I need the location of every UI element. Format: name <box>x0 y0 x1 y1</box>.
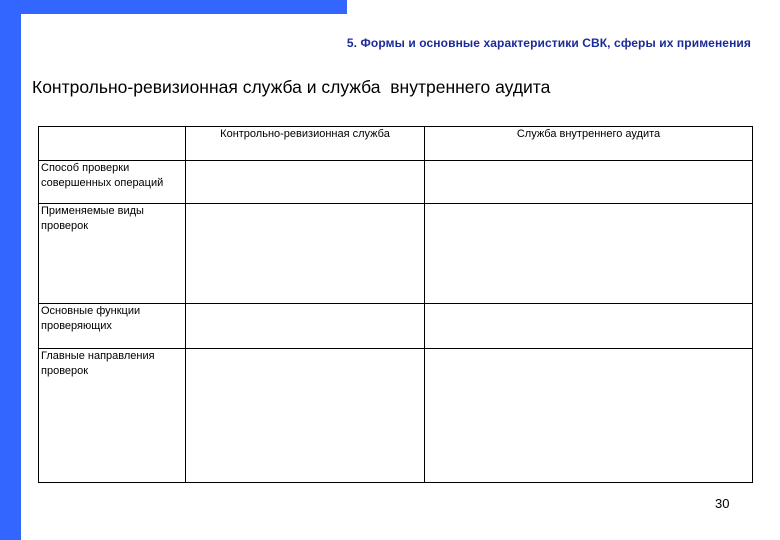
table-cell-krs <box>186 349 425 483</box>
table-cell-krs <box>186 304 425 349</box>
row-label: Применяемые виды проверок <box>39 204 186 304</box>
table-cell-via <box>425 304 753 349</box>
header-cell-via: Служба внутреннего аудита <box>425 127 753 161</box>
table-header-row <box>39 127 753 161</box>
table-row <box>39 304 753 349</box>
table-row <box>39 349 753 483</box>
table-cell-krs <box>186 204 425 304</box>
table-row <box>39 204 753 304</box>
page-number: 30 <box>715 496 730 511</box>
top-accent-bar <box>0 0 347 14</box>
comparison-table <box>38 126 753 483</box>
page-title: Контрольно-ревизионная служба и служба внутреннего аудита <box>32 77 551 97</box>
table-cell-via <box>425 204 753 304</box>
left-accent-bar <box>0 0 21 540</box>
row-label: Главные направления проверок <box>39 349 186 483</box>
header-cell-krs: Контрольно-ревизионная служба <box>186 127 425 161</box>
header-cell-empty <box>39 127 186 161</box>
table-cell-krs <box>186 161 425 204</box>
table-row <box>39 161 753 204</box>
row-label: Способ проверки совершенных операций <box>39 161 186 204</box>
section-title: 5. Формы и основные характеристики СВК, сферы их применения <box>346 36 751 50</box>
table-cell-via <box>425 349 753 483</box>
row-label: Основные функции проверяющих <box>39 304 186 349</box>
table-cell-via <box>425 161 753 204</box>
